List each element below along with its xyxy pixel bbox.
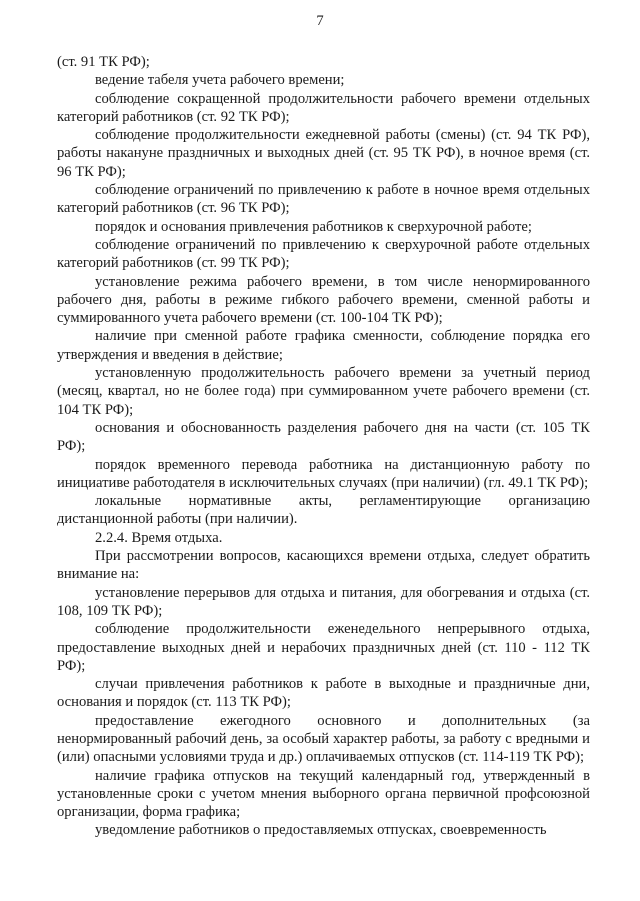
paragraph: 2.2.4. Время отдыха. [95,529,223,546]
paragraph: установление перерывов для отдыха и питания, для обогревания и отдыха (ст. 108, 109 ТК РФ); [57,584,590,619]
paragraph: порядок и основания привлечения работников к сверхурочной работе; [95,218,532,235]
paragraph: соблюдение ограничений по привлечению к сверхурочной работе отдельных категорий работников (ст. 99 ТК РФ); [57,236,590,272]
paragraph: случаи привлечения работников к работе в выходные и праздничные дни, основания и порядок (ст. 113 ТК РФ); [57,676,590,711]
paragraph: основания и обоснованность разделения рабочего дня на части (ст. 105 ТК РФ); [57,419,590,455]
paragraph: соблюдение сокращенной продолжительности рабочего времени отдельных категорий работников (ст. 92 ТК РФ); [57,90,590,125]
paragraph: соблюдение продолжительности еженедельного непрерывного отдыха, предоставление выходных дней и нерабочих праздничных дней (ст. 110 - 112 ТК РФ); [57,621,590,674]
paragraph: ведение табеля учета рабочего времени; [95,72,345,89]
paragraph: предоставление ежегодного основного и дополнительных (за ненормированный рабочий день, за особый характер работы, за работу с вредными и (или) опасными условиями труда и др.) оплачиваемых отпусков (ст. 114-119 ТК РФ); [57,712,590,766]
paragraph: уведомление работников о предоставляемых отпусках, своевременность [95,822,547,839]
paragraph: установление режима рабочего времени, в том числе ненормированного рабочего дня, работы в режиме гибкого рабочего времени, сменной работы и суммированного учета рабочего времени (ст. 100-104 ТК РФ); [57,273,590,327]
paragraph: порядок временного перевода работника на дистанционную работу по инициативе работодателя в исключительных случаях (при наличии) (гл. 49.1 ТК РФ); [57,456,590,491]
paragraph: соблюдение ограничений по привлечению к работе в ночное время отдельных категорий работников (ст. 96 ТК РФ); [57,182,590,217]
paragraph: При рассмотрении вопросов, касающихся времени отдыха, следует обратить внимание на: [57,548,590,583]
paragraph: локальные нормативные акты, регламентирующие организацию дистанционной работы (при наличии). [57,493,590,528]
paragraph: соблюдение продолжительности ежедневной работы (смены) (ст. 94 ТК РФ), работы накануне праздничных и выходных дней (ст. 95 ТК РФ), в ночное время (ст. 96 ТК РФ); [57,127,590,180]
document-body [57,53,590,840]
paragraph: наличие графика отпусков на текущий календарный год, утвержденный в установленные сроки с учетом мнения выборного органа первичной профсоюзной организации, форма графика; [57,767,590,821]
page-number: 7 [316,13,324,29]
paragraph: установленную продолжительность рабочего времени за учетный период (месяц, квартал, но не более года) при суммированном учете рабочего времени (ст. 104 ТК РФ); [57,365,590,418]
paragraph: наличие при сменной работе графика сменности, соблюдение порядка его утверждения и введения в действие; [57,328,590,363]
paragraph: (ст. 91 ТК РФ); [57,54,150,70]
